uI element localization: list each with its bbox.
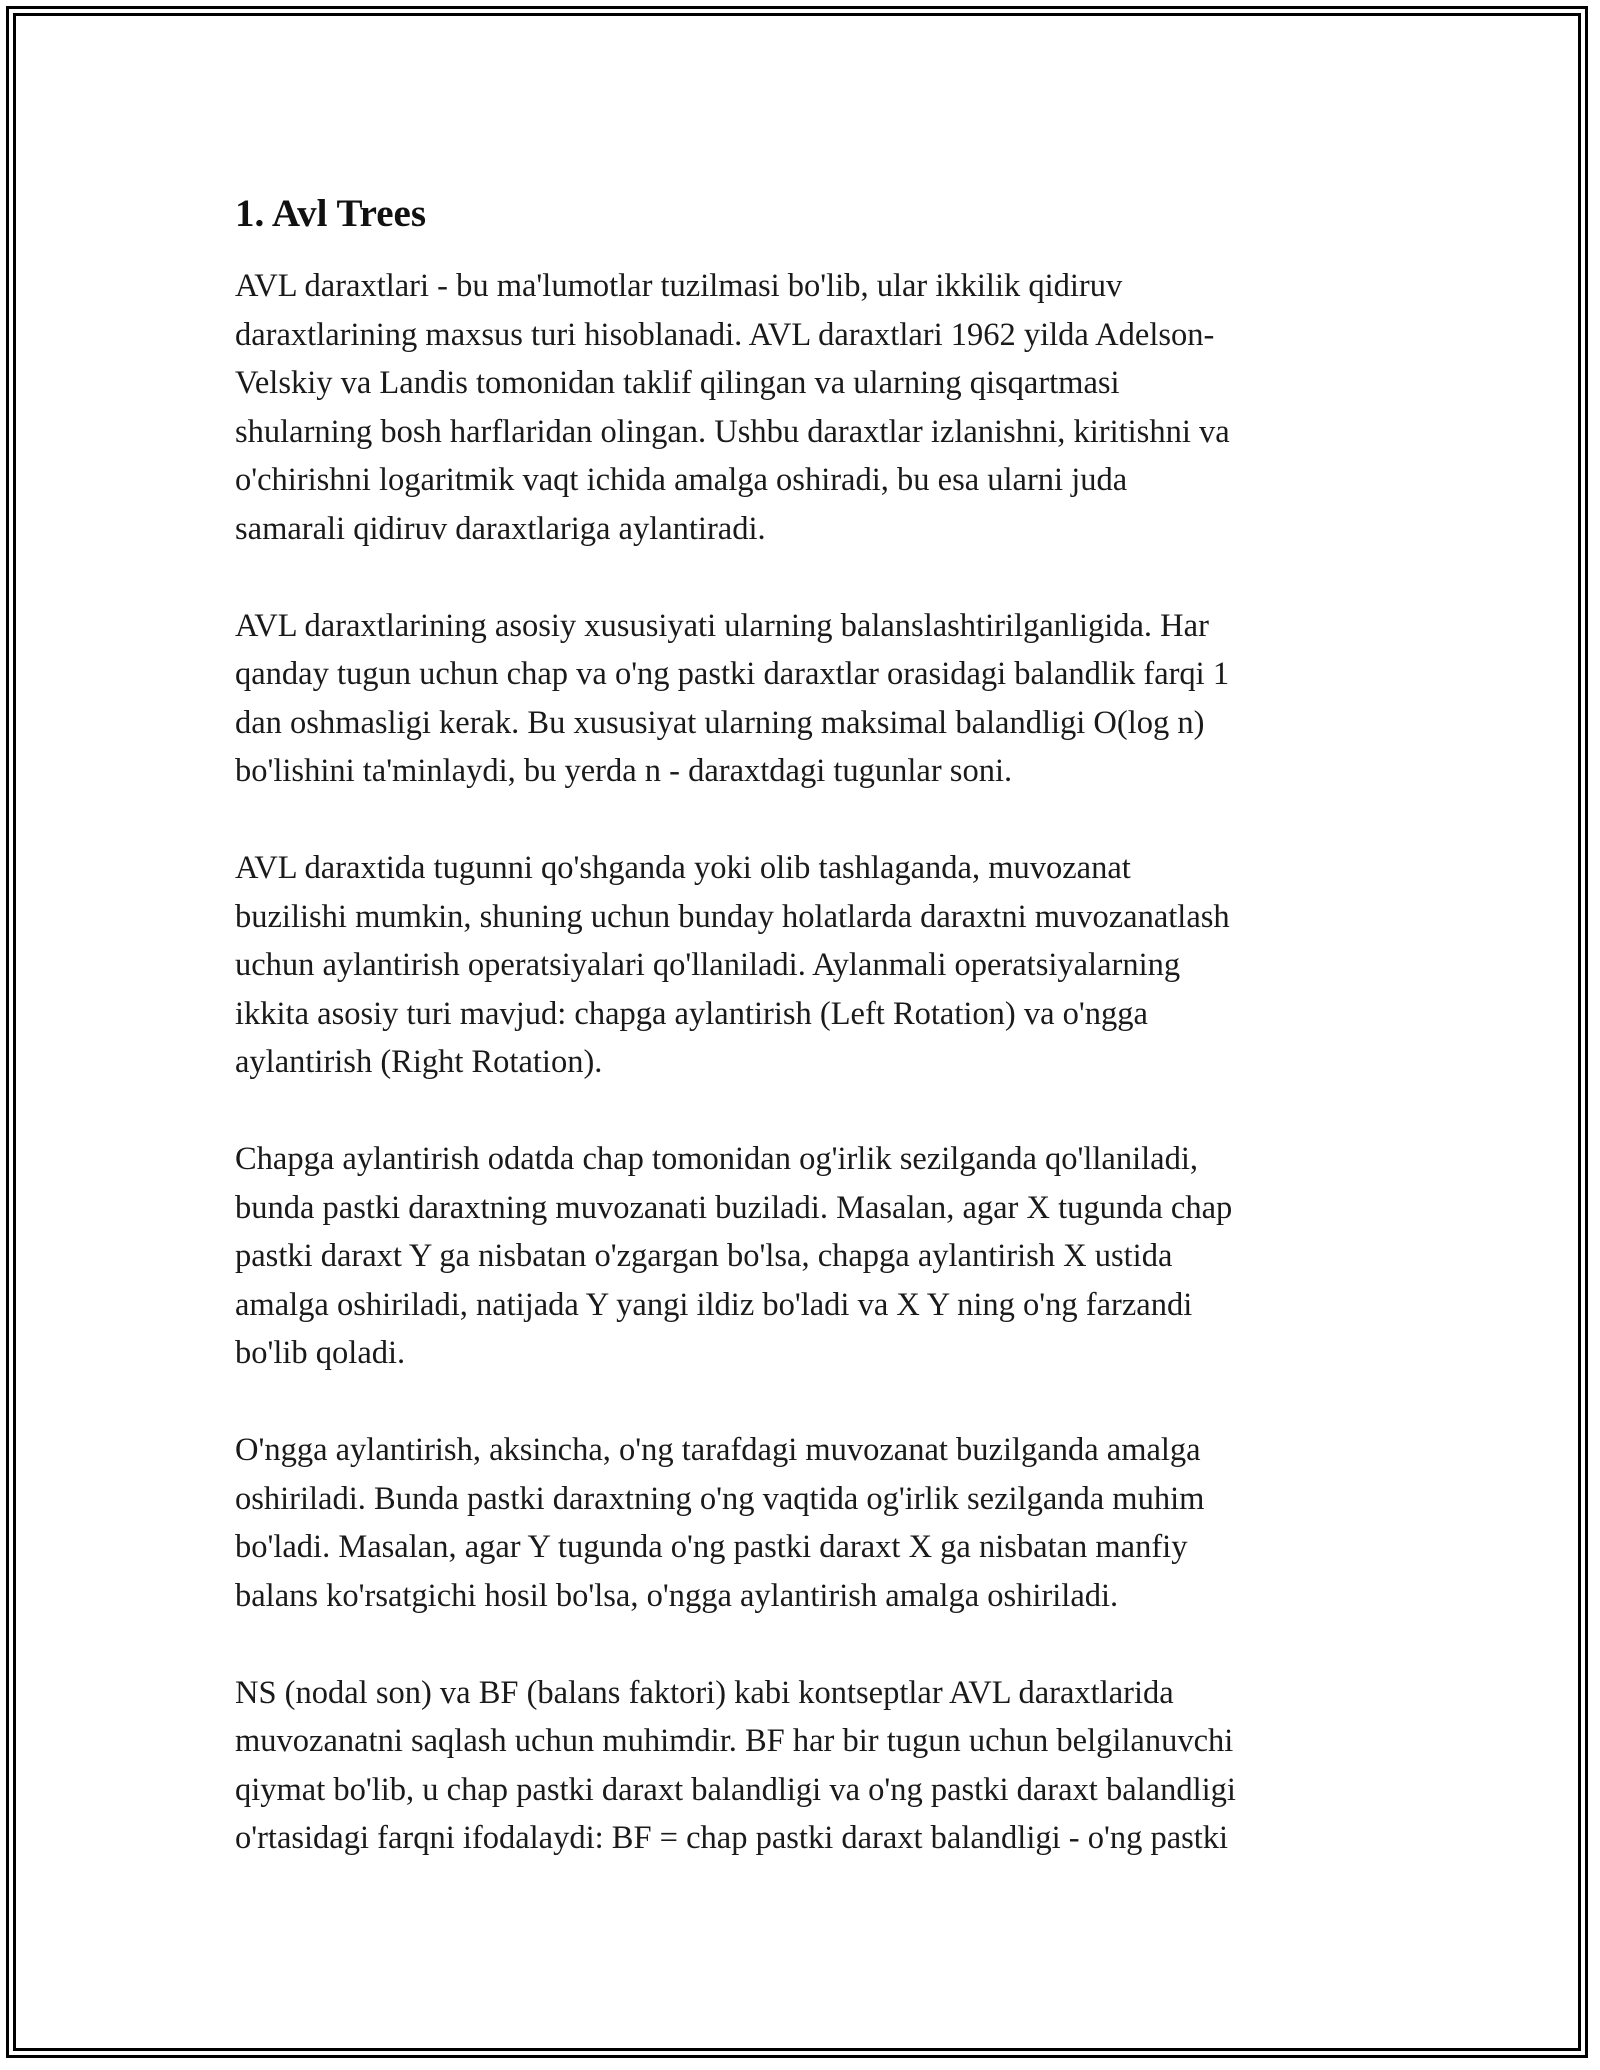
- paragraph-line: buzilishi mumkin, shuning uchun bunday holatlarda daraxtni muvozanatlash: [235, 898, 1230, 935]
- page-title: 1. Avl Trees: [235, 192, 427, 235]
- paragraph-line: o'chirishni logaritmik vaqt ichida amalga oshiradi, bu esa ularni juda: [235, 462, 1128, 498]
- paragraph-line: qiymat bo'lib, u chap pastki daraxt balandligi va o'ng pastki daraxt balandligi: [235, 1771, 1236, 1808]
- paragraph-line: O'ngga aylantirish, aksincha, o'ng tarafdagi muvozanat buzilganda amalga: [235, 1432, 1201, 1468]
- paragraph-line: NS (nodal son) va BF (balans faktori) kabi kontseptlar AVL daraxtlarida: [235, 1674, 1174, 1711]
- paragraph-line: oshiriladi. Bunda pastki daraxtning o'ng vaqtida og'irlik sezilganda muhim: [235, 1480, 1205, 1517]
- paragraph: [235, 844, 1375, 1087]
- paragraph-line: o'rtasidagi farqni ifodalaydi: BF = chap pastki daraxt balandligi - o'ng pastki: [235, 1820, 1229, 1856]
- paragraph-line: qanday tugun uchun chap va o'ng pastki daraxtlar orasidagi balandlik farqi 1: [235, 656, 1230, 692]
- paragraph-line: samarali qidiruv daraxtlariga aylantiradi.: [235, 510, 766, 547]
- paragraph: [235, 1135, 1375, 1378]
- paragraph-line: ikkita asosiy turi mavjud: chapga aylantirish (Left Rotation) va o'ngga: [235, 995, 1148, 1032]
- paragraph-line: dan oshmasligi kerak. Bu xususiyat ularning maksimal balandligi O(log n): [235, 704, 1205, 741]
- paragraph-line: Velskiy va Landis tomonidan taklif qilingan va ularning qisqartmasi: [235, 365, 1120, 401]
- paragraph-line: uchun aylantirish operatsiyalari qo'llaniladi. Aylanmali operatsiyalarning: [235, 947, 1181, 983]
- paragraph-line: AVL daraxtlari - bu ma'lumotlar tuzilmasi bo'lib, ular ikkilik qidiruv: [235, 268, 1123, 304]
- document-body: [235, 180, 1375, 1911]
- paragraph-line: AVL daraxtida tugunni qo'shganda yoki olib tashlaganda, muvozanat: [235, 850, 1131, 886]
- paragraph-line: balans ko'rsatgichi hosil bo'lsa, o'ngga aylantirish amalga oshiriladi.: [235, 1577, 1119, 1614]
- paragraph-line: muvozanatni saqlash uchun muhimdir. BF har bir tugun uchun belgilanuvchi: [235, 1723, 1234, 1759]
- paragraph-line: aylantirish (Right Rotation).: [235, 1044, 603, 1080]
- paragraph-line: bo'lib qoladi.: [235, 1335, 406, 1371]
- paragraph-line: Chapga aylantirish odatda chap tomonidan og'irlik sezilganda qo'llaniladi,: [235, 1141, 1198, 1177]
- paragraph: [235, 262, 1375, 553]
- paragraph-line: bunda pastki daraxtning muvozanati buziladi. Masalan, agar X tugunda chap: [235, 1189, 1233, 1226]
- paragraph-line: pastki daraxt Y ga nisbatan o'zgargan bo'lsa, chapga aylantirish X ustida: [235, 1238, 1173, 1274]
- paragraph-line: shularning bosh harflaridan olingan. Ushbu daraxtlar izlanishni, kiritishni va: [235, 413, 1230, 450]
- paragraph: [235, 1426, 1375, 1620]
- paragraph-line: daraxtlarining maxsus turi hisoblanadi. AVL daraxtlari 1962 yilda Adelson-: [235, 316, 1215, 353]
- paragraph-line: amalga oshiriladi, natijada Y yangi ildiz bo'ladi va X Y ning o'ng farzandi: [235, 1286, 1193, 1323]
- paragraph-line: bo'lishini ta'minlaydi, bu yerda n - daraxtdagi tugunlar soni.: [235, 753, 1013, 789]
- paragraph: [235, 602, 1375, 796]
- paragraph-line: bo'ladi. Masalan, agar Y tugunda o'ng pastki daraxt X ga nisbatan manfiy: [235, 1529, 1188, 1565]
- paragraph-line: AVL daraxtlarining asosiy xususiyati ularning balanslashtirilganligida. Har: [235, 607, 1209, 644]
- paragraph: [235, 1669, 1375, 1863]
